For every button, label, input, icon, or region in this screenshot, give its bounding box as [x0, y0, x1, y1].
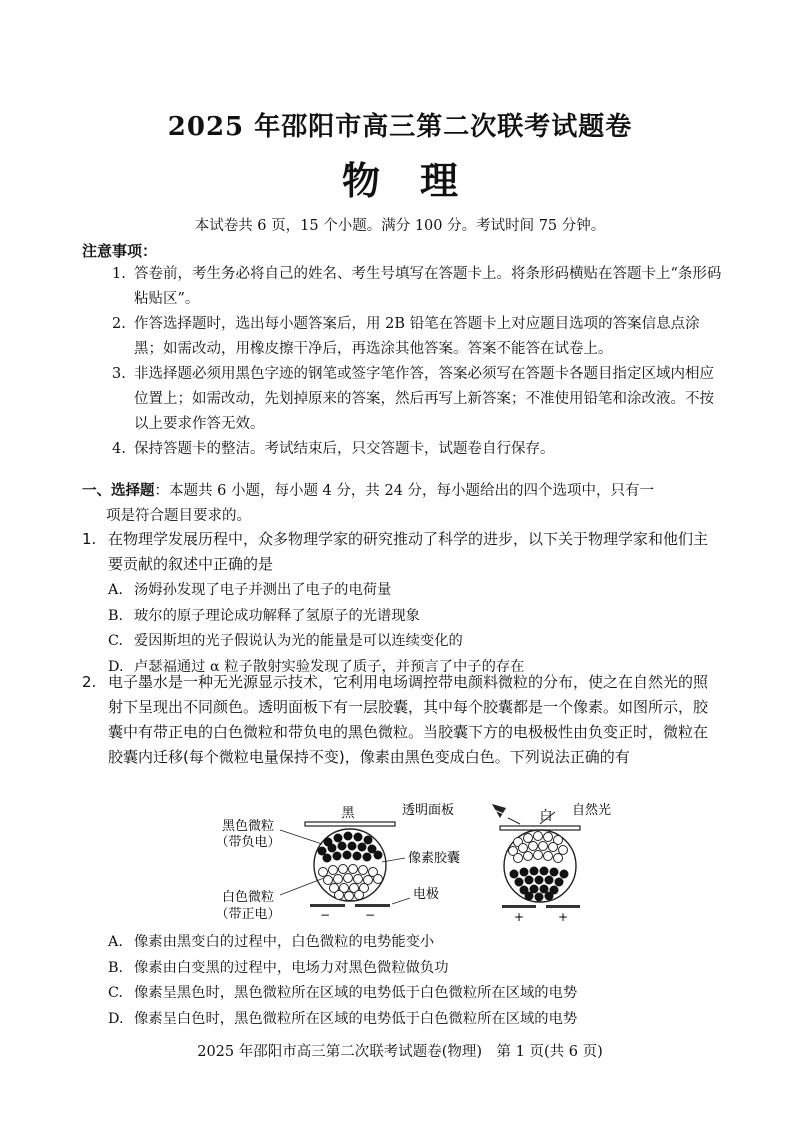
question-1-options [108, 578, 722, 680]
notice-item-text: 非选择题必须用黑色字迹的钢笔或签字笔作答，答案必须写在答题卡各题目指定区域内相应位置上；如需改动，先划掉原来的答案，然后再写上新答案；不准使用铅笔和涂改液。不按以上要求作答无效。 [134, 366, 714, 432]
question-2 [82, 670, 722, 770]
exam-info: 本试卷共 6 页，15 个小题。满分 100 分。考试时间 75 分钟。 [194, 218, 606, 234]
reflected-light-arrow [508, 818, 520, 824]
option-label: C. [108, 633, 123, 649]
notice-item [112, 437, 722, 462]
question-1 [82, 527, 722, 577]
option-d [108, 1007, 722, 1033]
option-text: 像素由白变黑的过程中，电场力对黑色微粒做负功 [134, 959, 449, 976]
section-heading [82, 478, 722, 529]
option-c [108, 981, 722, 1007]
option-label: B. [108, 959, 124, 976]
electrode-sign: + [513, 910, 525, 924]
notice-heading: 注意事项： [82, 242, 158, 260]
black-charge-label: （带负电） [215, 835, 281, 850]
option-a [108, 930, 722, 956]
question-text: 电子墨水是一种无光源显示技术，它利用电场调控带电颜料微粒的分布，使之在自然光的照射下呈现出不同颜色。透明面板下有一层胶囊，其中每个胶囊都是一个像素。如图所示，胶囊中有带正电的白色微粒和带负电的黑色微粒。当胶囊下方的电极极性由负变正时，微粒在胶囊内迁移(每个微粒电量保持不变)，像素由黑色变成白色。下列说法正确的有 [108, 673, 709, 766]
notice-list [112, 262, 722, 462]
question-text: 在物理学发展历程中，众多物理学家的研究推动了科学的进步，以下关于物理学家和他们主要贡献的叙述中正确的是 [108, 530, 709, 573]
transparent-panel-left [305, 822, 395, 826]
section-text: ：本题共 6 小题，每小题 4 分，共 24 分，每小题给出的四个选项中，只有一 [154, 483, 655, 499]
option-text: 像素呈白色时，黑色微粒所在区域的电势低于白色微粒所在区域的电势 [134, 1010, 578, 1027]
option-label: D. [108, 658, 124, 675]
white-particle-label: 白色微粒 [221, 890, 275, 905]
pixel-capsule-label: 像素胶囊 [408, 851, 461, 866]
notice-item [112, 362, 722, 437]
electrode-right-a [502, 905, 536, 908]
option-text: 爱因斯坦的光子假说认为光的能量是可以连续变化的 [134, 633, 463, 649]
black-label: 黑 [341, 806, 355, 821]
question-2-options [108, 930, 722, 1032]
exam-title: 2025 年邵阳市高三第二次联考试题卷 [167, 112, 633, 142]
option-text: 玻尔的原子理论成功解释了氢原子的光谱现象 [134, 607, 420, 624]
option-c [108, 629, 722, 655]
page-footer: 2025 年邵阳市高三第二次联考试题卷(物理) 第 1 页(共 6 页) [197, 1044, 603, 1060]
option-label: D. [108, 1010, 124, 1027]
section-text-cont: 项是符合题目要求的。 [106, 508, 251, 524]
option-text: 像素由黑变白的过程中，白色微粒的电势能变小 [134, 934, 435, 950]
electrode-sign: + [557, 910, 569, 924]
question-number: 1. [82, 530, 97, 548]
option-label: A. [108, 934, 123, 950]
e-ink-capsule-figure [210, 800, 630, 925]
notice-item-number: 2. [112, 316, 126, 332]
black-particle-label: 黑色微粒 [221, 819, 275, 834]
white-label: 白 [539, 809, 553, 824]
eye-icon [492, 804, 506, 818]
natural-light-label: 自然光 [572, 803, 612, 818]
option-text: 像素呈黑色时，黑色微粒所在区域的电势低于白色微粒所在区域的电势 [134, 985, 578, 1001]
option-text: 汤姆孙发现了电子并测出了电子的电荷量 [134, 582, 392, 598]
notice-item-number: 4. [112, 441, 126, 457]
subject-title: 物理 [341, 158, 498, 203]
section-lead: 一、选择题 [82, 482, 155, 499]
option-label: C. [108, 985, 123, 1001]
notice-item-text: 答卷前，考生务必将自己的姓名、考生号填写在答题卡上。将条形码横贴在答题卡上“条形码粘贴区”。 [134, 266, 722, 307]
white-charge-label: （带正电） [215, 907, 281, 922]
option-b [108, 604, 722, 630]
electrode-sign: − [319, 908, 331, 922]
electrode-sign: − [364, 908, 376, 922]
notice-item-number: 1. [112, 266, 126, 282]
option-label: B. [108, 607, 124, 624]
option-text: 卢瑟福通过 α 粒子散射实验发现了质子，并预言了中子的存在 [134, 658, 525, 675]
option-label: A. [108, 582, 123, 598]
electrode-left-a [310, 904, 345, 907]
notice-item-number: 3. [112, 366, 126, 382]
question-number: 2. [82, 673, 97, 691]
notice-item-text: 保持答题卡的整洁。考试结束后，只交答题卡，试题卷自行保存。 [134, 441, 555, 457]
option-b [108, 956, 722, 982]
notice-item [112, 262, 722, 312]
electrode-right-b [546, 905, 580, 908]
option-a [108, 578, 722, 604]
electrode-left-b [355, 904, 390, 907]
notice-item [112, 312, 722, 362]
notice-item-text: 作答选择题时，选出每小题答案后，用 2B 铅笔在答题卡上对应题目选项的答案信息点涂黑；如需改动，用橡皮擦干净后，再选涂其他答案。答案不能答在试卷上。 [134, 316, 700, 357]
transparent-panel-label: 透明面板 [402, 803, 455, 818]
electrode-label: 电极 [413, 887, 440, 902]
